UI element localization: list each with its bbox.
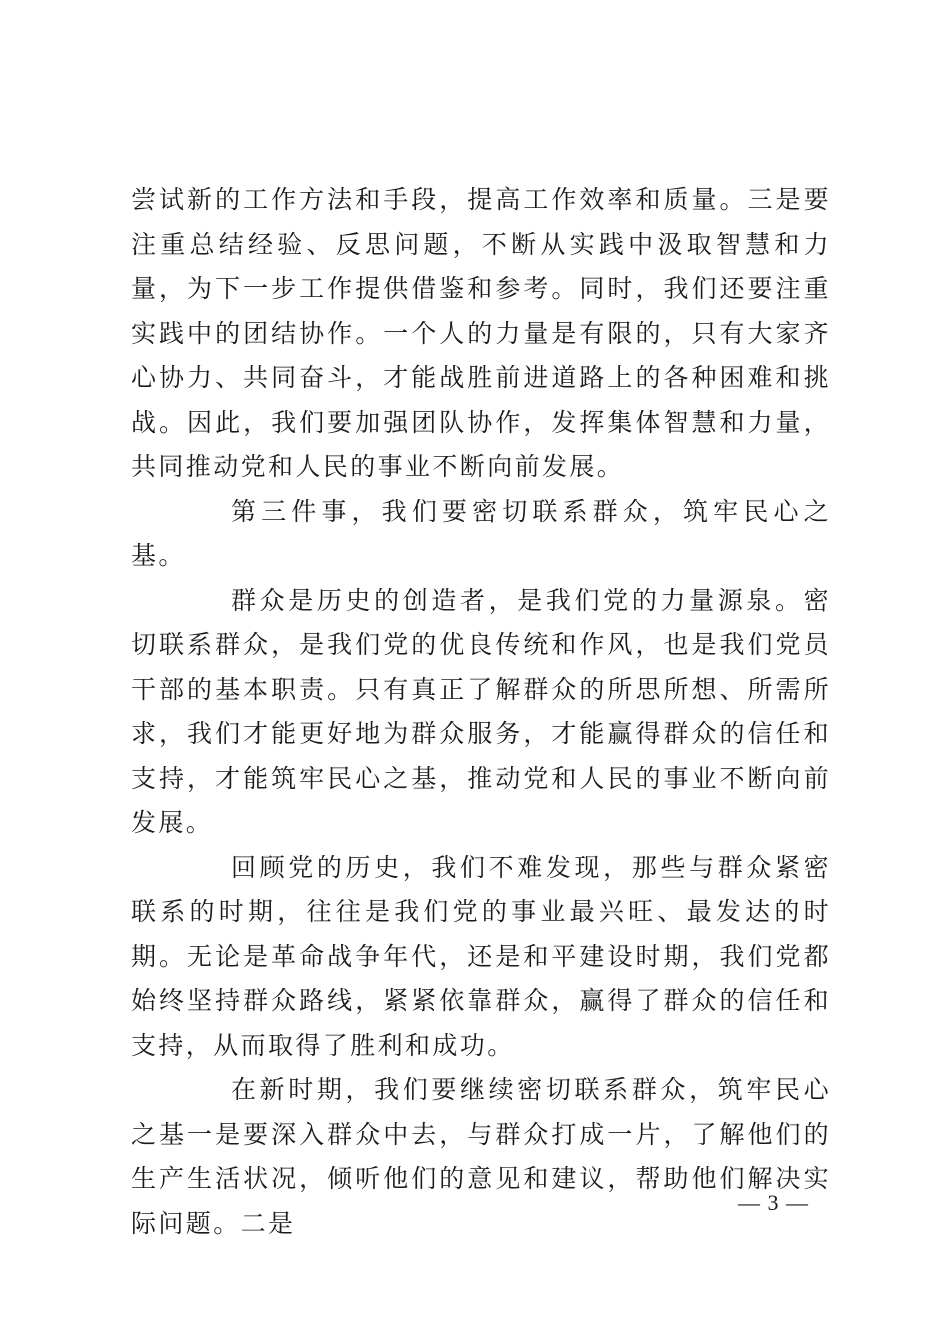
document-body (131, 178, 831, 1246)
page-number: — 3 — (738, 1190, 809, 1215)
paragraph-masses-importance: 群众是历史的创造者，是我们党的力量源泉。密切联系群众，是我们党的优良传统和作风，也是我们党员干部的基本职责。只有真正了解群众的所思所想、所需所求，我们才能更好地为群众服务，才能赢得群众的信任和支持，才能筑牢民心之基，推动党和人民的事业不断向前发展。 (131, 585, 831, 837)
paragraph-continuation: 尝试新的工作方法和手段，提高工作效率和质量。三是要注重总结经验、反思问题，不断从实践中汲取智慧和力量，为下一步工作提供借鉴和参考。同时，我们还要注重实践中的团结协作。一个人的力量是有限的，只有大家齐心协力、共同奋斗，才能战胜前进道路上的各种困难和挑战。因此，我们要加强团队协作，发挥集体智慧和力量，共同推动党和人民的事业不断向前发展。 (131, 185, 831, 481)
paragraph-party-history: 回顾党的历史，我们不难发现，那些与群众紧密联系的时期，往往是我们党的事业最兴旺、最发达的时期。无论是革命战争年代，还是和平建设时期，我们党都始终坚持群众路线，紧紧依靠群众，赢得了群众的信任和支持，从而取得了胜利和成功。 (131, 852, 831, 1060)
paragraph-new-era: 在新时期，我们要继续密切联系群众，筑牢民心之基一是要深入群众中去，与群众打成一片，了解他们的生产生活状况，倾听他们的意见和建议，帮助他们解决实际问题。二是 (131, 1075, 831, 1238)
section-heading-third-matter: 第三件事，我们要密切联系群众，筑牢民心之基。 (131, 496, 831, 570)
